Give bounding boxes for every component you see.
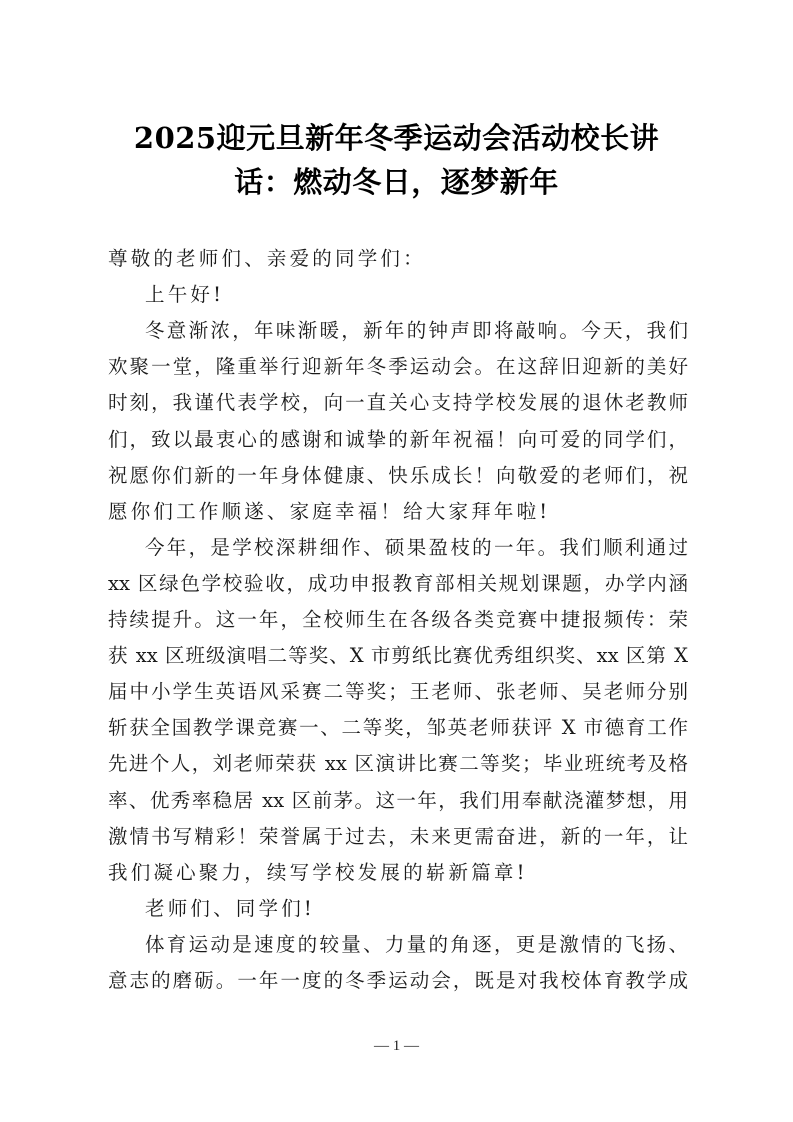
body-text-line: 欢聚一堂，隆重举行迎新年冬季运动会。在这辞旧迎新的美好 [108,355,688,379]
body-text-line: 冬意渐浓，年味渐暖，新年的钟声即将敲响。今天，我们 [145,319,688,343]
body-text-line: 斩获全国教学课竞赛一、二等奖，邹英老师获评 X 市德育工作 [108,716,688,740]
body-text-line: 届中小学生英语风采赛二等奖；王老师、张老师、吴老师分别 [108,680,688,704]
body-text-line: 先进个人，刘老师荣获 xx 区演讲比赛二等奖；毕业班统考及格 [108,752,688,776]
body-text-line: 上午好! [145,283,225,307]
document-title-line-2: 话：燃动冬日，逐梦新年 [234,165,559,199]
document-title-line-1: 2025迎元旦新年冬季运动会活动校长讲 [133,121,660,155]
body-text-line: 祝愿你们新的一年身体健康、快乐成长！向敬爱的老师们，祝 [108,463,688,487]
body-text-line: 愿你们工作顺遂、家庭幸福！给大家拜年啦! [108,499,551,523]
body-text-line: 们，致以最衷心的感谢和诚挚的新年祝福！向可爱的同学们， [108,427,688,451]
body-text-line: xx 区绿色学校验收，成功申报教育部相关规划课题，办学内涵 [108,571,688,595]
body-text-line: 激情书写精彩！荣誉属于过去，未来更需奋进，新的一年，让 [108,824,688,848]
body-text-line: 老师们、同学们! [145,896,315,920]
body-text-line: 我们凝心聚力，续写学校发展的崭新篇章! [108,860,528,884]
body-text-line: 率、优秀率稳居 xx 区前茅。这一年，我们用奉献浇灌梦想，用 [108,788,688,812]
body-text-line: 尊敬的老师们、亲爱的同学们： [108,247,426,270]
body-text-line: 持续提升。这一年，全校师生在各级各类竞赛中捷报频传：荣 [108,608,688,631]
page-number: — 1 — [374,1038,419,1054]
body-text-line: 意志的磨砺。一年一度的冬季运动会，既是对我校体育教学成 [108,969,688,992]
body-text-line: 时刻，我谨代表学校，向一直关心支持学校发展的退休老教师 [108,391,688,415]
body-text-line: 今年，是学校深耕细作、硕果盈枝的一年。我们顺利通过 [145,535,688,559]
body-text-line: 体育运动是速度的较量、力量的角逐，更是激情的飞扬、 [145,932,688,956]
body-text-line: 获 xx 区班级演唱二等奖、X 市剪纸比赛优秀组织奖、xx 区第 X [108,644,688,668]
